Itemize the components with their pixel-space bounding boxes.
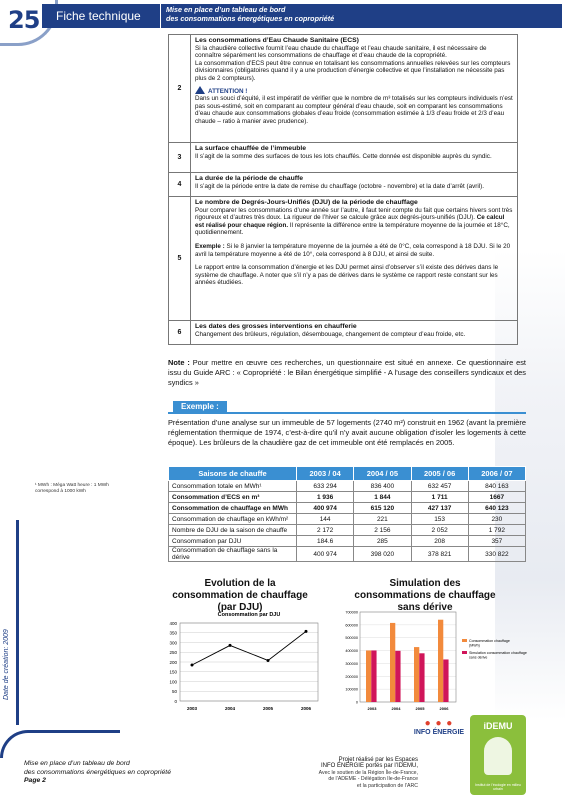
bar: [371, 650, 376, 702]
line-chart: [150, 605, 325, 715]
row-paragraph: Dans un souci d’équité, il est impératif de vérifier que le nombre de m³ totalisés sur les compteurs individuels n’est pas sous-estimé, soit en comparant au compteur général d’eau chaude, soit en comparant les consommations d’eau chaude aux consommations globales d’eau froide (consommation estimée à 1/3 d’eau froide et 2/3 d’eau chaude – ratio à manier avec prudence).: [195, 95, 513, 125]
y-tick-label: 250: [169, 650, 177, 656]
row-label: Consommation de chauffage en kWh/m²: [169, 514, 297, 525]
logo-dots-icon: ● ● ●: [424, 718, 454, 729]
row-paragraph: La consommation d’ECS peut être connue en totalisant les consommations annuelles relevées sur les compteurs divisionnaires (obligatoires quand il y a une production d’énergie collective et que l’installation ne nécessite pas plus de 2 compteurs).: [195, 59, 511, 82]
y-tick-label: 200000: [345, 674, 358, 679]
row-text-bold: Ce calcul est réalisé pour chaque région.: [195, 214, 505, 229]
row-number: 3: [169, 143, 191, 173]
warning-label: [195, 86, 513, 96]
table-cell: 640 123: [468, 503, 525, 514]
table-row: [169, 35, 518, 143]
data-point: [305, 630, 308, 633]
note-text: Pour mettre en œuvre ces recherches, un questionnaire est situé en annexe. Ce questionnaire est issu du Guide ARC : « Copropriété : le Bilan énergétique simplifié - A l’usage des conseillers syndicaux et des syndics »: [168, 358, 526, 387]
table-cell: 632 457: [411, 481, 468, 492]
bar: [443, 659, 448, 702]
y-tick-label: 600000: [345, 623, 358, 628]
table-cell: 357: [468, 536, 525, 547]
table-cell: 427 137: [411, 503, 468, 514]
y-tick-label: 350: [169, 630, 177, 636]
header-title-line1: Mise en place d’un tableau de bord: [166, 5, 286, 14]
table-cell: 400 974: [297, 503, 354, 514]
page-number: 25: [8, 6, 40, 34]
y-tick-label: 100000: [345, 687, 358, 692]
table-cell: 378 821: [411, 547, 468, 562]
x-tick-label: 2006: [439, 706, 449, 711]
table-cell: 285: [354, 536, 411, 547]
row-text: Si le 8 janvier la température moyenne de la journée a été de 0°C, cela correspond à 18 DJU. Si le 20 avril la température moyenne a été de 10°, cela correspond à 8 DJU, et ainsi de suite.: [195, 242, 511, 258]
legend-label: Simulation consommation chauffage sans dérive: [469, 651, 527, 660]
row-content: [191, 143, 518, 173]
warning-text: ATTENTION !: [208, 87, 248, 95]
bar: [395, 651, 400, 702]
logo-subtext: Institut de l’écologie en milieu urbain: [475, 783, 521, 791]
x-tick-label: 2005: [415, 706, 425, 711]
page-label: Page 2: [24, 777, 46, 784]
row-paragraph: Changement des brûleurs, régulation, désembouage, changement de compteur d’eau froide, etc.: [195, 330, 466, 338]
y-tick-label: 700000: [345, 610, 358, 615]
row-paragraph: Il s’agit de la période entre la date de remise du chauffage (octobre - novembre) et la date d’arrêt (avril).: [195, 182, 484, 190]
table-row: [169, 525, 526, 536]
row-paragraph: [195, 243, 513, 258]
credit-line: Projet réalisé par les Espaces: [338, 757, 418, 763]
table-cell: 2 052: [411, 525, 468, 536]
y-tick-label: 300: [169, 640, 177, 646]
y-tick-label: 100: [169, 679, 177, 685]
x-tick-label: 2005: [262, 706, 274, 711]
header-title-line2: des consommations énergétiques en copropriété: [166, 14, 335, 23]
row-paragraph: Le rapport entre la consommation d’énergie et les DJU permet ainsi d’observer s’il existe des dérives dans le système de chauffage. A noter que s’il n’y a pas de dérives dans le système ce rapport reste constant sur les années étudiées.: [195, 264, 499, 287]
table-row: [169, 536, 526, 547]
row-content: [191, 321, 518, 345]
row-title: La surface chauffée de l’immeuble: [195, 145, 307, 152]
creation-date: Date de création: 2009: [3, 629, 10, 700]
series-line: [192, 631, 306, 665]
x-tick-label: 2006: [300, 706, 312, 711]
table-cell: 1 792: [468, 525, 525, 536]
example-text: Présentation d’une analyse sur un immeuble de 57 logements (2740 m²) construit en 1962 (avant la première réglementation thermique de 1974, c’est-à-dire qu’il n’y avait aucune obligation d’isoler les logements à cette époque). Les brûleurs de la chaudière gaz de cet immeuble ont été remplacés en 2005.: [168, 418, 526, 447]
row-content: [191, 35, 518, 143]
row-title: Les consommations d’Eau Chaude Sanitaire (ECS): [195, 37, 359, 44]
side-bar: [16, 520, 19, 725]
header-separator: [160, 4, 161, 28]
y-tick-label: 200: [169, 659, 177, 665]
legend-label: Consommation chauffage (MWh): [469, 639, 510, 648]
table-cell: 208: [411, 536, 468, 547]
y-tick-label: 500000: [345, 636, 358, 641]
y-tick-label: 400: [169, 620, 177, 626]
table-cell: 1 936: [297, 492, 354, 503]
table-row: [169, 143, 518, 173]
row-number: 4: [169, 173, 191, 197]
footer-line: des consommations énergétiques en copropriété: [24, 768, 171, 776]
example-rule: [168, 412, 526, 414]
row-number: 5: [169, 197, 191, 321]
row-text: Pour comparer les consommations d’une année sur l’autre, il faut tenir compte du fait que certains hivers sont très rigoureux et d’autres très doux. La rigueur de l’hiver se calcule grâce aux degrés-jours-unifiés (DJU).: [195, 206, 513, 222]
example-label: Exemple :: [195, 242, 225, 250]
y-tick-label: 0: [174, 698, 177, 704]
table-cell: 400 974: [297, 547, 354, 562]
column-header: 2003 / 04: [297, 467, 354, 481]
legend-swatch: [462, 651, 467, 654]
table-cell: 633 294: [297, 481, 354, 492]
column-header: 2004 / 05: [354, 467, 411, 481]
table-row: [169, 481, 526, 492]
data-point: [191, 664, 194, 667]
chart2-title: Simulation des consommations de chauffage sans dérive: [354, 578, 496, 613]
footnote-line: correspond à 1000 kWh: [35, 489, 86, 494]
chart1-title: Evolution de la consommation de chauffage (par DJU): [172, 578, 308, 613]
table-cell: 398 020: [354, 547, 411, 562]
row-label: Consommation d’ECS en m³: [169, 492, 297, 503]
x-tick-label: 2004: [391, 706, 401, 711]
bar-chart: [330, 598, 530, 716]
column-header: Saisons de chauffe: [169, 467, 297, 481]
table-cell: 1 844: [354, 492, 411, 503]
table-cell: 615 120: [354, 503, 411, 514]
table-header-row: [169, 467, 526, 481]
header-title: [166, 5, 446, 23]
table-cell: 840 163: [468, 481, 525, 492]
table-cell: 2 172: [297, 525, 354, 536]
logo-text: iDEMU: [483, 721, 513, 731]
bar: [390, 623, 395, 702]
legend-swatch: [462, 639, 467, 642]
table-cell: 144: [297, 514, 354, 525]
table-cell: 1667: [468, 492, 525, 503]
y-tick-label: 150: [169, 669, 177, 675]
bar: [414, 647, 419, 702]
warning-icon: [195, 86, 205, 94]
credit-line: de l’ADEME - Délégation Ile-de-France: [328, 776, 418, 783]
row-label: Consommation par DJU: [169, 536, 297, 547]
table-row: [169, 197, 518, 321]
footer-line: Mise en place d’un tableau de bord: [24, 760, 130, 767]
table-cell: 153: [411, 514, 468, 525]
row-text: Il représente la différence entre la température moyenne de la journée et 18°C, quotidiennement.: [195, 221, 510, 237]
table-cell: 1 711: [411, 492, 468, 503]
credit-line: Avec le soutien de la Région Île-de-France,: [318, 769, 418, 776]
row-paragraph: Il s’agit de la somme des surfaces de tous les lots chauffés. Cette donnée est disponible auprès du syndic.: [195, 152, 492, 160]
footer-arc: [0, 730, 120, 758]
footer-title: [24, 760, 171, 786]
row-title: Le nombre de Degrés-Jours-Unifiés (DJU) de la période de chauffage: [195, 199, 418, 206]
credit-line: et la participation de l’ARC: [356, 782, 418, 789]
row-label: Consommation totale en MWh¹: [169, 481, 297, 492]
footnote: [35, 483, 145, 495]
x-tick-label: 2004: [224, 706, 236, 711]
idemu-logo: [470, 715, 526, 795]
y-tick-label: 300000: [345, 661, 358, 666]
info-energie-logo: [410, 718, 468, 736]
row-title: La durée de la période de chauffe: [195, 175, 304, 182]
logo-text: INFO ÉNERGIE: [413, 729, 465, 736]
table-row: [169, 492, 526, 503]
table-cell: 230: [468, 514, 525, 525]
row-content: [191, 173, 518, 197]
example-tab: Exemple :: [173, 401, 227, 412]
table-row: [169, 173, 518, 197]
y-tick-label: 50: [171, 689, 177, 695]
row-number: 6: [169, 321, 191, 345]
table-row: [169, 547, 526, 562]
row-paragraph: Si la chaudière collective fournit l’eau chaude du chauffage et l’eau chaude sanitaire, il est nécessaire de connaître séparément les consommations de chauffage et d’eau chaude de la copropriété.: [195, 44, 487, 60]
data-point: [229, 644, 232, 647]
row-title: Les dates des grosses interventions en chaufferie: [195, 323, 357, 330]
note-label: Note :: [168, 358, 190, 367]
row-paragraph: [195, 207, 513, 237]
section-label: Fiche technique: [56, 9, 141, 23]
bar: [438, 620, 443, 702]
y-tick-label: 400000: [345, 649, 358, 654]
table-row: [169, 503, 526, 514]
data-point: [267, 659, 270, 662]
table-cell: 330 822: [468, 547, 525, 562]
column-header: 2005 / 06: [411, 467, 468, 481]
column-header: 2006 / 07: [468, 467, 525, 481]
figure-icon: [484, 737, 512, 775]
bar: [366, 650, 371, 702]
bar: [419, 653, 424, 702]
x-tick-label: 2003: [367, 706, 377, 711]
x-tick-label: 2003: [186, 706, 198, 711]
row-label: Nombre de DJU de la saison de chauffe: [169, 525, 297, 536]
row-number: 2: [169, 35, 191, 143]
note-paragraph: [168, 358, 526, 388]
footnote-line: ¹ MWh : Méga Watt heure : 1 MWh: [35, 483, 109, 488]
table-cell: 184.6: [297, 536, 354, 547]
table-cell: 836 400: [354, 481, 411, 492]
table-cell: 221: [354, 514, 411, 525]
table-row: [169, 514, 526, 525]
table-cell: 2 156: [354, 525, 411, 536]
table-row: [169, 321, 518, 345]
row-content: [191, 197, 518, 321]
y-tick-label: 0: [355, 700, 358, 705]
chart-subtitle: Consommation par DJU: [217, 612, 281, 618]
row-label: Consommation de chauffage sans la dérive: [169, 547, 297, 562]
credit-line: INFO ÉNERGIE portés par l’IDEMU,: [320, 763, 418, 770]
footer-credits: [288, 757, 418, 789]
criteria-table: [168, 34, 518, 345]
consumption-table: [168, 466, 526, 562]
row-label: Consommation de chauffage en MWh: [169, 503, 297, 514]
